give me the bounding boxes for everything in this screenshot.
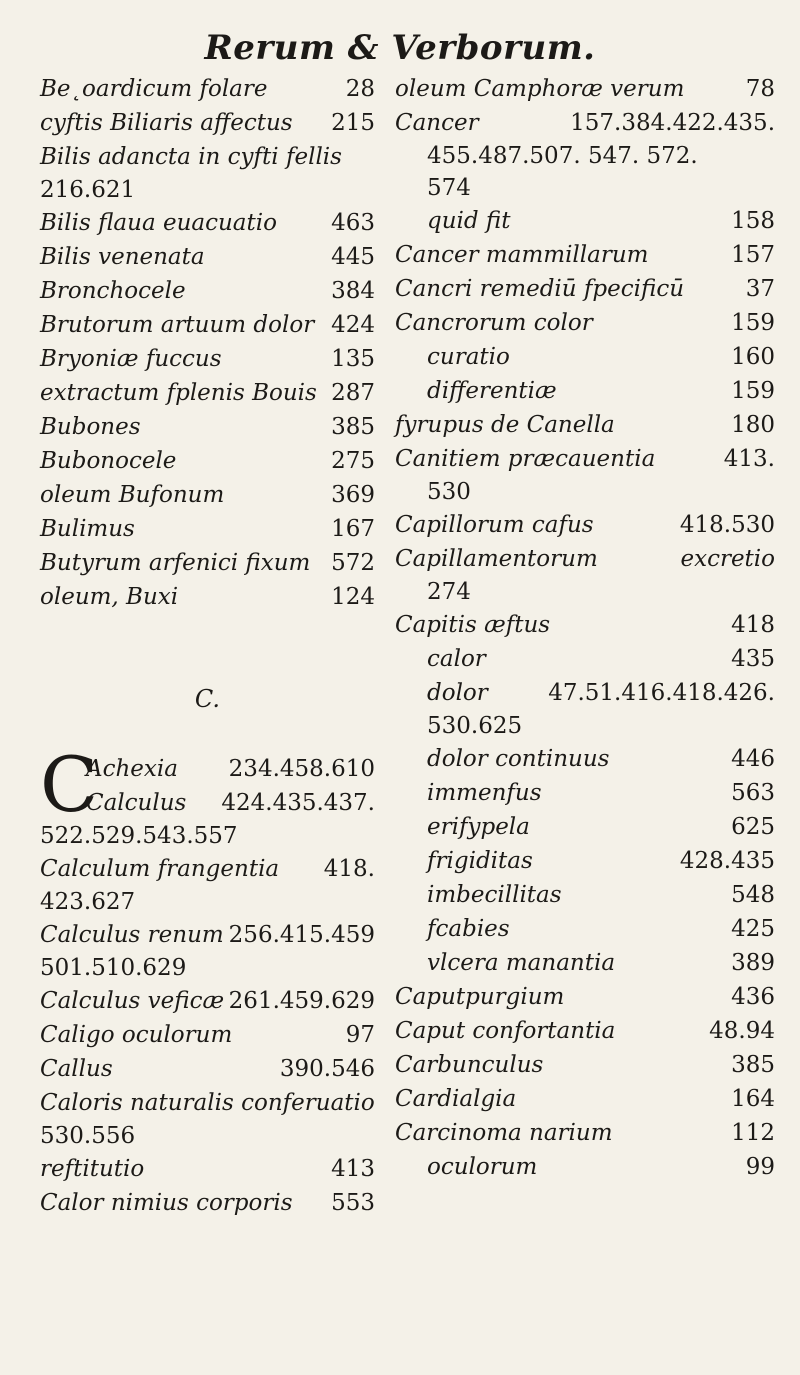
entry-term: Bilis adancta in cyfti fellis — [40, 144, 342, 170]
entry-term: Butyrum arfenici fixum — [40, 550, 311, 576]
entry-pages: 389 — [731, 950, 775, 976]
entry-pages: 435 — [731, 646, 775, 672]
entry-term: Caligo oculorum — [40, 1022, 233, 1048]
entry-term: cyftis Biliaris affectus — [40, 110, 293, 136]
entry-pages: 97 — [345, 1022, 375, 1048]
entry-pages: 157 — [731, 242, 775, 268]
entry-term: Bronchocele — [40, 278, 186, 304]
entry-pages: 548 — [731, 882, 775, 908]
entry-pages: 446 — [731, 746, 775, 772]
entry-term: Bubones — [40, 414, 141, 440]
index-entry — [395, 1150, 775, 1184]
index-entry — [395, 776, 775, 810]
index-entry-continuation: 501.510.629 — [40, 955, 187, 981]
entry-pages: 261.459.629 — [228, 988, 375, 1014]
entry-term: reftitutio — [40, 1156, 145, 1182]
entry-pages: 428.435 — [679, 848, 775, 874]
index-entry — [395, 72, 775, 106]
index-entry — [40, 512, 375, 546]
index-entry — [395, 980, 775, 1014]
entry-pages: 287 — [331, 380, 375, 406]
entry-pages: 124 — [331, 584, 375, 610]
index-entry — [40, 444, 375, 478]
entry-pages: 418. — [323, 856, 375, 882]
entry-term: quid fit — [427, 208, 511, 234]
entry-term: curatio — [427, 344, 510, 370]
page-header: Rerum & Verborum. — [204, 28, 596, 68]
entry-term: Bulimus — [40, 516, 135, 542]
index-entry — [86, 752, 375, 786]
entry-term: Achexia — [86, 756, 178, 782]
index-entry — [395, 374, 775, 408]
entry-pages: 234.458.610 — [228, 756, 375, 782]
index-entry-continuation: 216.621 — [40, 177, 136, 203]
entry-pages: 369 — [331, 482, 375, 508]
index-entry — [40, 1152, 375, 1186]
entry-term: erifypela — [427, 814, 530, 840]
entry-pages: 159 — [731, 378, 775, 404]
entry-term: Caput confortantia — [395, 1018, 616, 1044]
entry-pages: 47.51.416.418.426. — [548, 680, 775, 706]
entry-pages: 424.435.437. — [221, 790, 375, 816]
entry-term: immenfus — [427, 780, 542, 806]
index-entry — [395, 106, 775, 140]
section-c-block — [40, 740, 375, 829]
entry-term: Brutorum artuum dolor — [40, 312, 315, 338]
index-entry — [40, 308, 375, 342]
entry-term: Calor nimius corporis — [40, 1190, 293, 1216]
entry-term: Cancrorum color — [395, 310, 593, 336]
entry-pages: 553 — [331, 1190, 375, 1216]
entry-pages: 158 — [731, 208, 775, 234]
entry-pages: 384 — [331, 278, 375, 304]
entry-term: Canitiem præcauentia — [395, 446, 656, 472]
entry-pages: 445 — [331, 244, 375, 270]
entry-term: extractum fplenis Bouis — [40, 380, 317, 406]
entry-pages: 436 — [731, 984, 775, 1010]
entry-pages: 418 — [731, 612, 775, 638]
entry-pages: 275 — [331, 448, 375, 474]
index-entry-continuation: 522.529.543.557 — [40, 823, 238, 849]
index-entry-continuation: 530.556 — [40, 1123, 136, 1149]
entry-term: Caloris naturalis conferuatio — [40, 1090, 375, 1116]
entry-term: dolor continuus — [427, 746, 610, 772]
index-entry — [395, 542, 775, 576]
entry-pages: 159 — [731, 310, 775, 336]
index-entry — [395, 508, 775, 542]
index-entry — [395, 1116, 775, 1150]
entry-term: Capitis æftus — [395, 612, 551, 638]
entry-pages: 563 — [731, 780, 775, 806]
entry-pages: 112 — [731, 1120, 775, 1146]
index-entry — [40, 342, 375, 376]
entry-term: Bubonocele — [40, 448, 177, 474]
entry-term-continuation: excretio — [680, 546, 775, 572]
index-entry — [40, 206, 375, 240]
entry-term: Bilis flaua euacuatio — [40, 210, 277, 236]
index-entry — [40, 478, 375, 512]
entry-pages: 164 — [731, 1086, 775, 1112]
index-entry — [40, 1086, 375, 1120]
entry-term: Cancer mammillarum — [395, 242, 649, 268]
entry-pages: 625 — [731, 814, 775, 840]
entry-pages: 572 — [331, 550, 375, 576]
entry-pages: 418.530 — [679, 512, 775, 538]
entry-term: Bryoniæ fuccus — [40, 346, 222, 372]
index-entry-continuation: 274 — [427, 579, 471, 605]
entry-pages: 215 — [331, 110, 375, 136]
index-entry — [40, 410, 375, 444]
entry-pages: 424 — [331, 312, 375, 338]
index-entry-continuation: 530 — [427, 479, 471, 505]
entry-term: fyrupus de Canella — [395, 412, 615, 438]
entry-term: Carcinoma narium — [395, 1120, 613, 1146]
entry-term: Cancri remediū fpecificū — [395, 276, 685, 302]
entry-term: Cardialgia — [395, 1086, 517, 1112]
index-entry — [395, 608, 775, 642]
section-letter-c: C. — [194, 685, 221, 713]
index-entry — [395, 878, 775, 912]
entry-pages: 78 — [745, 76, 775, 102]
entry-pages: 385 — [331, 414, 375, 440]
entry-term: Cancer — [395, 110, 479, 136]
index-entry-continuation: 574 — [427, 175, 471, 201]
entry-pages: 256.415.459 — [228, 922, 375, 948]
index-entry — [395, 642, 775, 676]
entry-pages: 160 — [731, 344, 775, 370]
index-entry — [40, 852, 375, 886]
index-entry — [40, 580, 375, 614]
entry-pages: 157.384.422.435. — [570, 110, 775, 136]
entry-term: oleum, Buxi — [40, 584, 179, 610]
index-entry — [395, 204, 775, 238]
entry-term: oleum Bufonum — [40, 482, 225, 508]
entry-term: vlcera manantia — [427, 950, 616, 976]
index-entry — [40, 546, 375, 580]
entry-term: Capillamentorum — [395, 546, 598, 572]
entry-term: dolor — [427, 680, 488, 706]
entry-pages: 135 — [331, 346, 375, 372]
index-entry — [395, 340, 775, 374]
entry-pages: 28 — [345, 76, 375, 102]
left-column — [40, 72, 375, 1220]
entry-term: fcabies — [427, 916, 510, 942]
entry-term: frigiditas — [427, 848, 533, 874]
entry-pages: 413. — [723, 446, 775, 472]
entry-term: oculorum — [427, 1154, 538, 1180]
index-entry — [395, 272, 775, 306]
entry-pages: 385 — [731, 1052, 775, 1078]
entry-pages: 463 — [331, 210, 375, 236]
entry-term: differentiæ — [427, 378, 557, 404]
index-entry — [40, 984, 375, 1018]
index-entry — [40, 72, 375, 106]
entry-pages: 180 — [731, 412, 775, 438]
entry-term: Calculus veficæ — [40, 988, 225, 1014]
index-entry — [395, 742, 775, 776]
entry-pages: 48.94 — [709, 1018, 775, 1044]
index-entry — [395, 1014, 775, 1048]
index-entry — [395, 1048, 775, 1082]
index-entry — [40, 106, 375, 140]
index-entry — [40, 1186, 375, 1220]
entry-pages: 167 — [331, 516, 375, 542]
entry-term: calor — [427, 646, 486, 672]
index-entry — [395, 238, 775, 272]
index-entry — [40, 240, 375, 274]
index-entry — [40, 1052, 375, 1086]
index-entry-continuation: 423.627 — [40, 889, 136, 915]
index-entry-continuation: 530.625 — [427, 713, 523, 739]
entry-term: Calculus renum — [40, 922, 224, 948]
entry-pages: 390.546 — [279, 1056, 375, 1082]
index-entry — [395, 442, 775, 476]
index-entry — [395, 946, 775, 980]
entry-term: imbecillitas — [427, 882, 562, 908]
entry-term: Capillorum cafus — [395, 512, 594, 538]
index-entry — [40, 140, 375, 174]
drop-cap: C — [40, 740, 99, 829]
entry-pages: 413 — [331, 1156, 375, 1182]
index-entry — [395, 912, 775, 946]
entry-pages: 37 — [745, 276, 775, 302]
index-entry — [40, 1018, 375, 1052]
entry-term: Callus — [40, 1056, 113, 1082]
entry-term: Be˛oardicum folare — [40, 76, 268, 102]
index-entry — [395, 676, 775, 710]
index-entry — [86, 786, 375, 820]
index-entry-continuation: 455.487.507. 547. 572. — [427, 143, 698, 169]
entry-term: Calculum frangentia — [40, 856, 280, 882]
entry-term: Caputpurgium — [395, 984, 565, 1010]
index-entry — [395, 306, 775, 340]
index-entry — [40, 376, 375, 410]
index-entry — [395, 844, 775, 878]
entry-pages: 425 — [731, 916, 775, 942]
index-entry — [395, 408, 775, 442]
entry-pages: 99 — [745, 1154, 775, 1180]
entry-term: Calculus — [86, 790, 187, 816]
entry-term: oleum Camphoræ verum — [395, 76, 685, 102]
index-entry — [395, 810, 775, 844]
index-entry — [40, 918, 375, 952]
index-entry — [395, 1082, 775, 1116]
right-column — [395, 72, 775, 1184]
entry-term: Carbunculus — [395, 1052, 544, 1078]
entry-term: Bilis venenata — [40, 244, 205, 270]
index-entry — [40, 274, 375, 308]
